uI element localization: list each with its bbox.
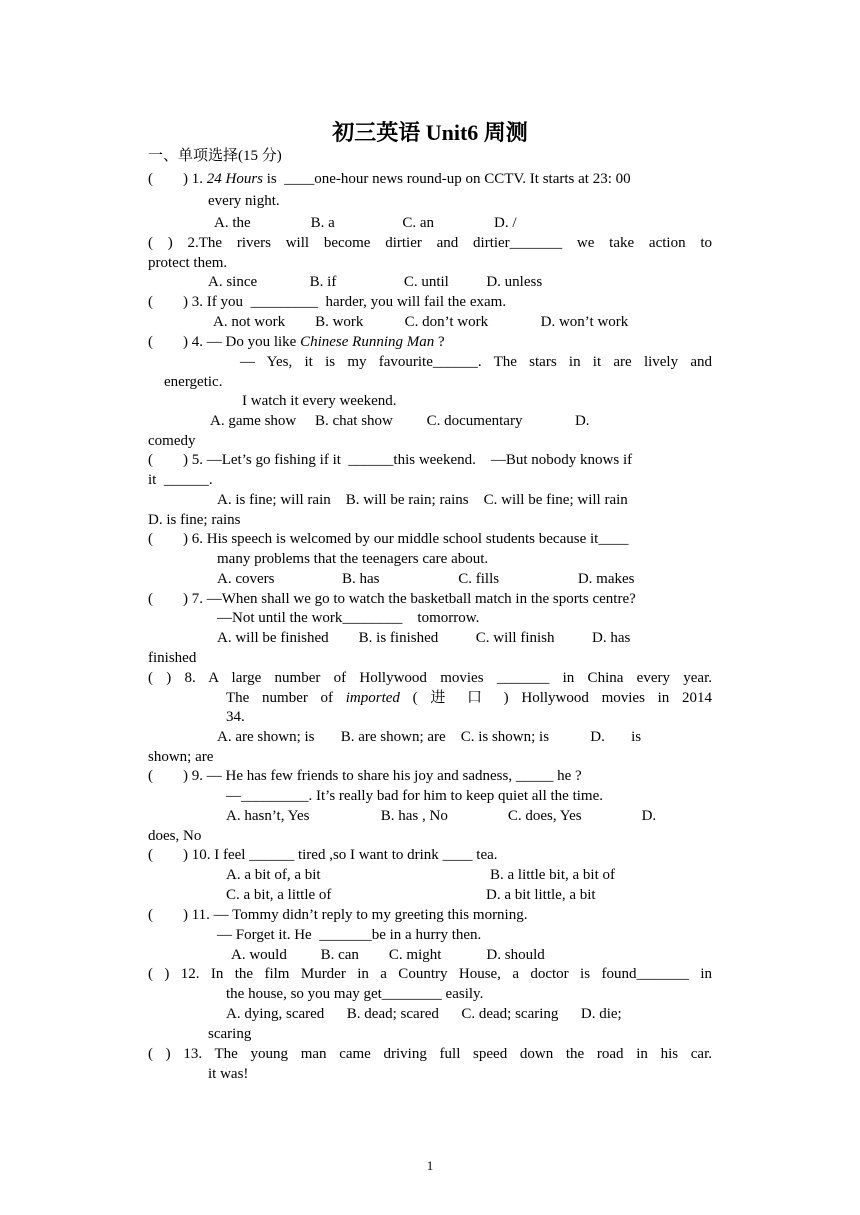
section-heading: 一、单项选择(15 分) bbox=[148, 148, 282, 164]
question-8-line2 bbox=[226, 689, 712, 707]
q8-line2-text: The number of bbox=[226, 690, 346, 706]
question-9-cont: —_________. It’s really bad for him to keep quiet all the time. bbox=[226, 788, 603, 804]
question-12-options-wrap: scaring bbox=[208, 1026, 252, 1042]
q4-italic: Chinese Running Man bbox=[300, 334, 435, 350]
question-6: ( ) 6. His speech is welcomed by our middle school students because it____ bbox=[148, 531, 629, 547]
q1-italic: 24 Hours bbox=[206, 171, 264, 187]
question-12-cont: the house, so you may get________ easily. bbox=[226, 986, 484, 1002]
question-8: ( ) 8. A large number of Hollywood movies _______ in China every year. bbox=[148, 670, 712, 686]
question-8-options: A. are shown; is B. are shown; are C. is shown; is D. is bbox=[217, 729, 642, 745]
question-4-line4: I watch it every weekend. bbox=[242, 393, 397, 409]
question-2-cont: protect them. bbox=[148, 255, 228, 271]
question-7-cont: —Not until the work________ tomorrow. bbox=[217, 610, 480, 626]
q1-prefix: ( ) 1. bbox=[148, 171, 207, 187]
question-10-option-c: C. a bit, a little of bbox=[226, 887, 332, 903]
page-number: 1 bbox=[426, 1158, 434, 1173]
question-8-line3: 34. bbox=[226, 709, 245, 725]
question-4-line2: — Yes, it is my favourite______. The stars in it are lively and bbox=[240, 354, 712, 370]
question-7-options: A. will be finished B. is finished C. will finish D. has bbox=[217, 630, 631, 646]
question-11-options: A. would B. can C. might D. should bbox=[231, 947, 545, 963]
q1-text: is ____one-hour news round-up on CCTV. It starts at 23: 00 bbox=[263, 171, 631, 187]
question-2: ( ) 2.The rivers will become dirtier and dirtier_______ we take action to bbox=[148, 235, 712, 251]
page-title: 初三英语 Unit6 周测 bbox=[332, 120, 528, 145]
question-5-cont: it ______. bbox=[148, 472, 213, 488]
question-4-options-wrap: comedy bbox=[148, 433, 196, 449]
question-5-options: A. is fine; will rain B. will be rain; rains C. will be fine; will rain bbox=[217, 492, 628, 508]
question-4-line3: energetic. bbox=[164, 374, 223, 390]
question-11: ( ) 11. — Tommy didn’t reply to my greeting this morning. bbox=[148, 907, 528, 923]
question-9: ( ) 9. — He has few friends to share his joy and sadness, _____ he ? bbox=[148, 768, 582, 784]
question-10: ( ) 10. I feel ______ tired ,so I want to drink ____ tea. bbox=[148, 847, 498, 863]
question-8-options-wrap: shown; are bbox=[148, 749, 214, 765]
question-6-options: A. covers B. has C. fills D. makes bbox=[217, 571, 635, 587]
question-10-option-d: D. a bit little, a bit bbox=[486, 887, 596, 903]
question-5: ( ) 5. —Let’s go fishing if it ______this weekend. —But nobody knows if bbox=[148, 452, 633, 468]
question-4-options: A. game show B. chat show C. documentary D. bbox=[210, 413, 590, 429]
question-13-cont: it was! bbox=[208, 1066, 249, 1082]
question-11-cont: — Forget it. He _______be in a hurry then. bbox=[217, 927, 482, 943]
question-10-option-a: A. a bit of, a bit bbox=[226, 867, 321, 883]
question-3-options: A. not work B. work C. don’t work D. won’t work bbox=[213, 314, 629, 330]
question-3: ( ) 3. If you _________ harder, you will fail the exam. bbox=[148, 294, 507, 310]
question-1-options: A. the B. a C. an D. / bbox=[214, 215, 517, 231]
q8-line2-end: ( 进 口 ) Hollywood movies in 2014 bbox=[399, 690, 712, 706]
question-7-options-wrap: finished bbox=[148, 650, 197, 666]
question-12: ( ) 12. In the film Murder in a Country House, a doctor is found_______ in bbox=[148, 966, 712, 982]
question-10-option-b: B. a little bit, a bit of bbox=[490, 867, 615, 883]
question-1-cont: every night. bbox=[208, 193, 280, 209]
question-7: ( ) 7. —When shall we go to watch the basketball match in the sports centre? bbox=[148, 591, 636, 607]
question-2-options: A. since B. if C. until D. unless bbox=[208, 274, 543, 290]
question-13: ( ) 13. The young man came driving full speed down the road in his car. bbox=[148, 1046, 712, 1062]
question-1 bbox=[148, 170, 631, 188]
q8-italic: imported bbox=[345, 690, 400, 706]
question-12-options: A. dying, scared B. dead; scared C. dead; scaring D. die; bbox=[226, 1006, 622, 1022]
q4-prefix: ( ) 4. — Do you like bbox=[148, 334, 301, 350]
question-6-cont: many problems that the teenagers care about. bbox=[217, 551, 489, 567]
question-9-options: A. hasn’t, Yes B. has , No C. does, Yes D. bbox=[226, 808, 657, 824]
q4-text: ? bbox=[434, 334, 445, 350]
question-9-options-wrap: does, No bbox=[148, 828, 202, 844]
question-4 bbox=[148, 333, 445, 351]
question-5-options-wrap: D. is fine; rains bbox=[148, 512, 241, 528]
